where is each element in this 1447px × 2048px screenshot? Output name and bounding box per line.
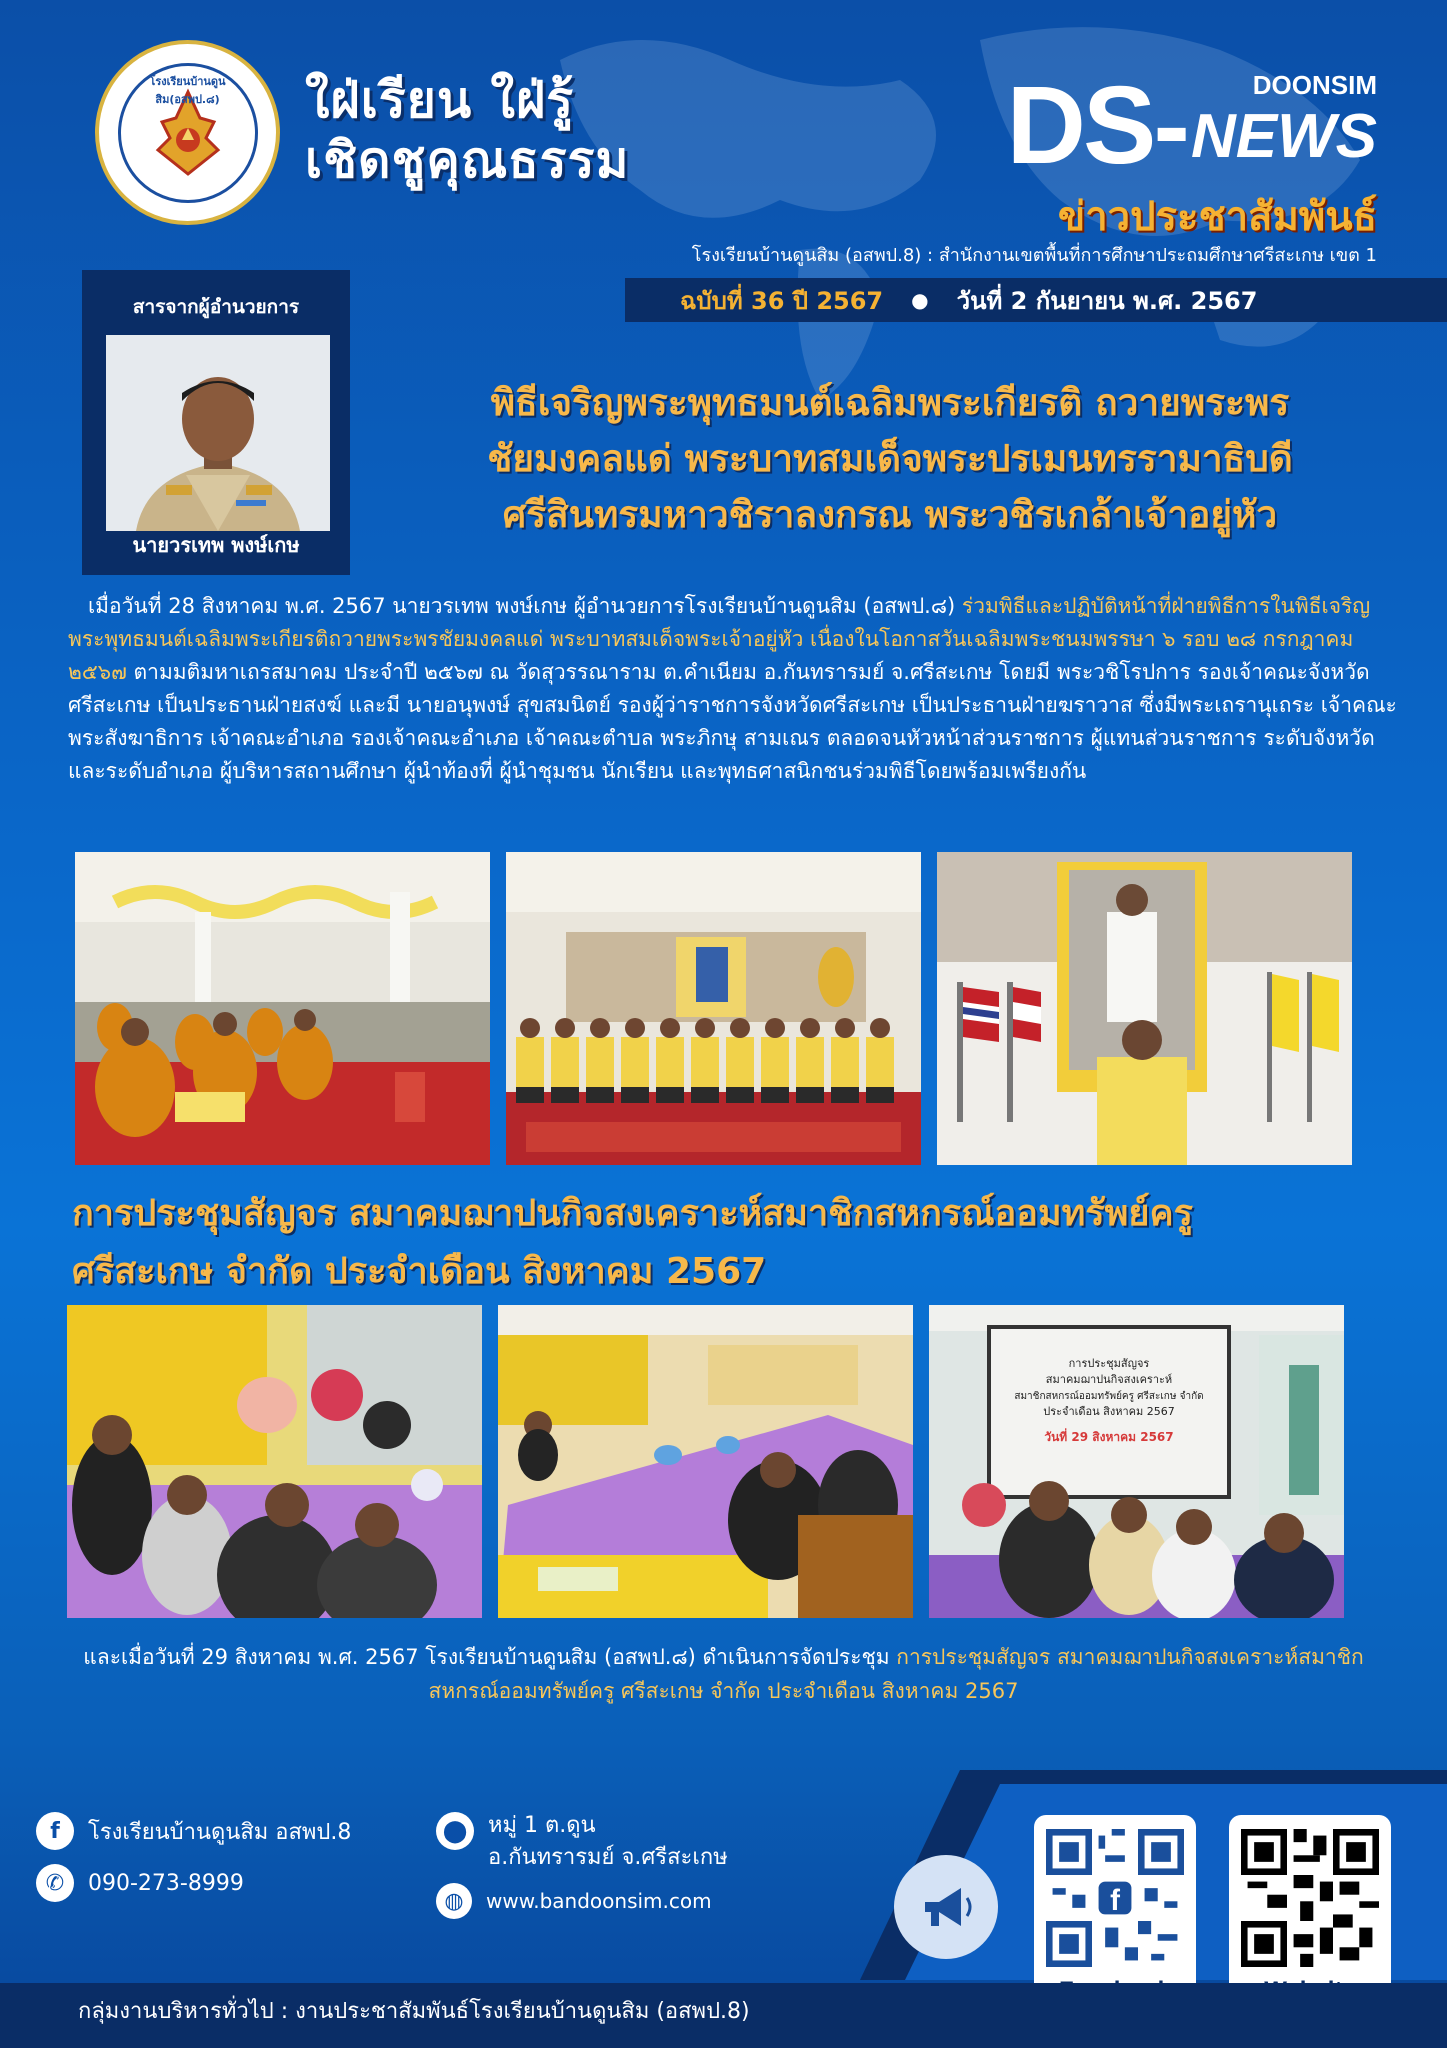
director-box-title: สารจากผู้อำนวยการ xyxy=(132,296,300,318)
logo-ring-text: โรงเรียนบ้านดูนสิม(อสพป.๘) xyxy=(149,74,226,106)
contact-website-label: www.bandoonsim.com xyxy=(486,1889,712,1913)
story2-photo-meeting-1 xyxy=(67,1305,482,1618)
story1-headline-line-3: ศรีสินทรมหาวชิราลงกรณ พระวชิรเกล้าเจ้าอยู่หัว xyxy=(502,493,1278,536)
story2-headline-line-2: ศรีสะเกษ จำกัด ประจำเดือน สิงหาคม 2567 xyxy=(72,1251,767,1292)
slide-text-3: สมาชิกสหกรณ์ออมทรัพย์ครู ศรีสะเกษ จำกัด xyxy=(1014,1391,1204,1402)
newsletter-brand xyxy=(1006,64,1377,248)
slide-text-4: ประจำเดือน สิงหาคม 2567 xyxy=(1043,1405,1175,1418)
director-message-box xyxy=(82,270,350,575)
contact-facebook[interactable] xyxy=(36,1812,351,1850)
story2-headline-line-1: การประชุมสัญจร สมาคมฌาปนกิจสงเคราะห์สมาชิกสหกรณ์ออมทรัพย์ครู xyxy=(72,1193,1193,1234)
location-pin-icon: ⬤ xyxy=(436,1812,474,1850)
brand-news: NEWS xyxy=(1191,102,1377,171)
brand-ds: DS- xyxy=(1006,64,1187,187)
contact-address xyxy=(436,1812,728,1874)
story2-headline xyxy=(72,1185,1412,1301)
school-logo xyxy=(95,40,280,225)
footer-credit: กลุ่มงานบริหารทั่วไป : งานประชาสัมพันธ์โรงเรียนบ้านดูนสิม (อสพป.8) xyxy=(78,1999,750,2024)
separator-dot: ● xyxy=(911,288,929,312)
slide-text-2: สมาคมฌาปนกิจสงเคราะห์ xyxy=(1045,1373,1173,1386)
address-line-1: หมู่ 1 ต.ดูน xyxy=(488,1813,596,1838)
facebook-qr-code xyxy=(1046,1829,1184,1967)
story1-body-highlight: ร่วมพิธีและปฏิบัติหน้าที่ฝ่ายพิธีการในพิธีเจริญพระพุทธมนต์เฉลิมพระเกียรติถวายพระพรชัยมงคลแด่ พระบาทสมเด็จพระเจ้าอยู่หัว เนื่องในโอกาสวันเฉลิมพระชนมพรรษา ๖ รอบ ๒๘ กรกฎาคม ๒๕๖๗ xyxy=(68,594,1371,684)
slide-text-1: การประชุมสัญจร xyxy=(1068,1357,1150,1370)
story2-photo-meeting-3 xyxy=(929,1305,1344,1618)
issue-number: ฉบับที่ 36 ปี 2567 xyxy=(680,286,884,315)
motto-line-1: ใฝ่เรียน ใฝ่รู้ xyxy=(305,71,575,129)
organization-line: โรงเรียนบ้านดูนสิม (อสพป.8) : สำนักงานเขตพื้นที่การศึกษาประถมศึกษาศรีสะเกษ เขต 1 xyxy=(691,245,1377,266)
story1-headline xyxy=(370,375,1410,543)
story1-headline-line-2: ชัยมงคลแด่ พระบาทสมเด็จพระปรเมนทรรามาธิบดี xyxy=(487,437,1293,480)
logo-emblem xyxy=(118,63,258,203)
slide-date: วันที่ 29 สิงหาคม 2567 xyxy=(1044,1430,1174,1444)
story1-photo-monks xyxy=(75,852,490,1165)
phone-icon: ✆ xyxy=(36,1864,74,1902)
motto-line-2: เชิดชูคุณธรรม xyxy=(305,131,630,189)
issue-date: วันที่ 2 กันยายน พ.ศ. 2567 xyxy=(956,286,1258,315)
contact-phone[interactable] xyxy=(36,1864,244,1902)
story1-body xyxy=(68,590,1398,788)
director-portrait-illustration xyxy=(106,335,330,531)
story1-body-rest: ตามมติมหาเถรสมาคม ประจำปี ๒๕๖๗ ณ วัดสุวรรณาราม ต.คำเนียม อ.กันทรารมย์ จ.ศรีสะเกษ โดยมี พระวชิโรปการ รองเจ้าคณะจังหวัดศรีสะเกษ เป็นประธานฝ่ายสงฆ์ และมี นายอนุพงษ์ สุขสมนิตย์ รองผู้ว่าราชการจังหวัดศรีสะเกษ เป็นประธานฝ่ายฆราวาส ซึ่งมีพระเถรานุเถระ เจ้าคณะพระสังฆาธิการ เจ้าคณะอำเภอ รองเจ้าคณะอำเภอ เจ้าคณะตำบล พระภิกษุ สามเณร ตลอดจนหัวหน้าส่วนราชการ ผู้แทนส่วนราชการ ระดับจังหวัด และระดับอำเภอ ผู้บริหารสถานศึกษา ผู้นำท้องที่ ผู้นำชุมชน นักเรียน และพุทธศาสนิกชนร่วมพิธีโดยพร้อมเพรียงกัน xyxy=(68,660,1397,783)
story1-body-intro: เมื่อวันที่ 28 สิงหาคม พ.ศ. 2567 นายวรเทพ พงษ์เกษ ผู้อำนวยการโรงเรียนบ้านดูนสิม (อสพป.๘) xyxy=(88,594,962,618)
story2-photo-meeting-2 xyxy=(498,1305,913,1618)
story1-photo-portrait xyxy=(937,852,1352,1165)
website-qr-code xyxy=(1241,1829,1379,1967)
school-motto xyxy=(305,70,629,190)
svg-text:f: f xyxy=(1110,1883,1120,1917)
facebook-icon: f xyxy=(36,1812,74,1850)
story2-body xyxy=(60,1640,1387,1708)
story2-body-intro: และเมื่อวันที่ 29 สิงหาคม พ.ศ. 2567 โรงเรียนบ้านดูนสิม (อสพป.๘) ดำเนินการจัดประชุม xyxy=(83,1645,897,1669)
globe-icon: ◍ xyxy=(436,1883,472,1919)
contact-facebook-label: โรงเรียนบ้านดูนสิม อสพป.8 xyxy=(88,1819,352,1845)
issue-bar xyxy=(625,278,1447,322)
contact-phone-label: 090-273-8999 xyxy=(88,1870,244,1896)
story1-photo-group xyxy=(506,852,921,1165)
brand-top-label: DOONSIM xyxy=(1252,70,1377,100)
director-name: นายวรเทพ พงษ์เกษ xyxy=(132,533,300,557)
address-line-2: อ.กันทรารมย์ จ.ศรีสะเกษ xyxy=(488,1845,728,1870)
story1-headline-line-1: พิธีเจริญพระพุทธมนต์เฉลิมพระเกียรติ ถวายพระพร xyxy=(490,381,1290,424)
brand-subtitle: ข่าวประชาสัมพันธ์ xyxy=(1057,194,1377,240)
megaphone-icon xyxy=(894,1855,998,1959)
story2-body-highlight: การประชุมสัญจร สมาคมฌาปนกิจสงเคราะห์สมาชิกสหกรณ์ออมทรัพย์ครู ศรีสะเกษ จำกัด ประจำเดือน สิงหาคม 2567 xyxy=(428,1645,1364,1703)
contact-website[interactable] xyxy=(436,1883,712,1919)
director-photo xyxy=(106,335,330,531)
